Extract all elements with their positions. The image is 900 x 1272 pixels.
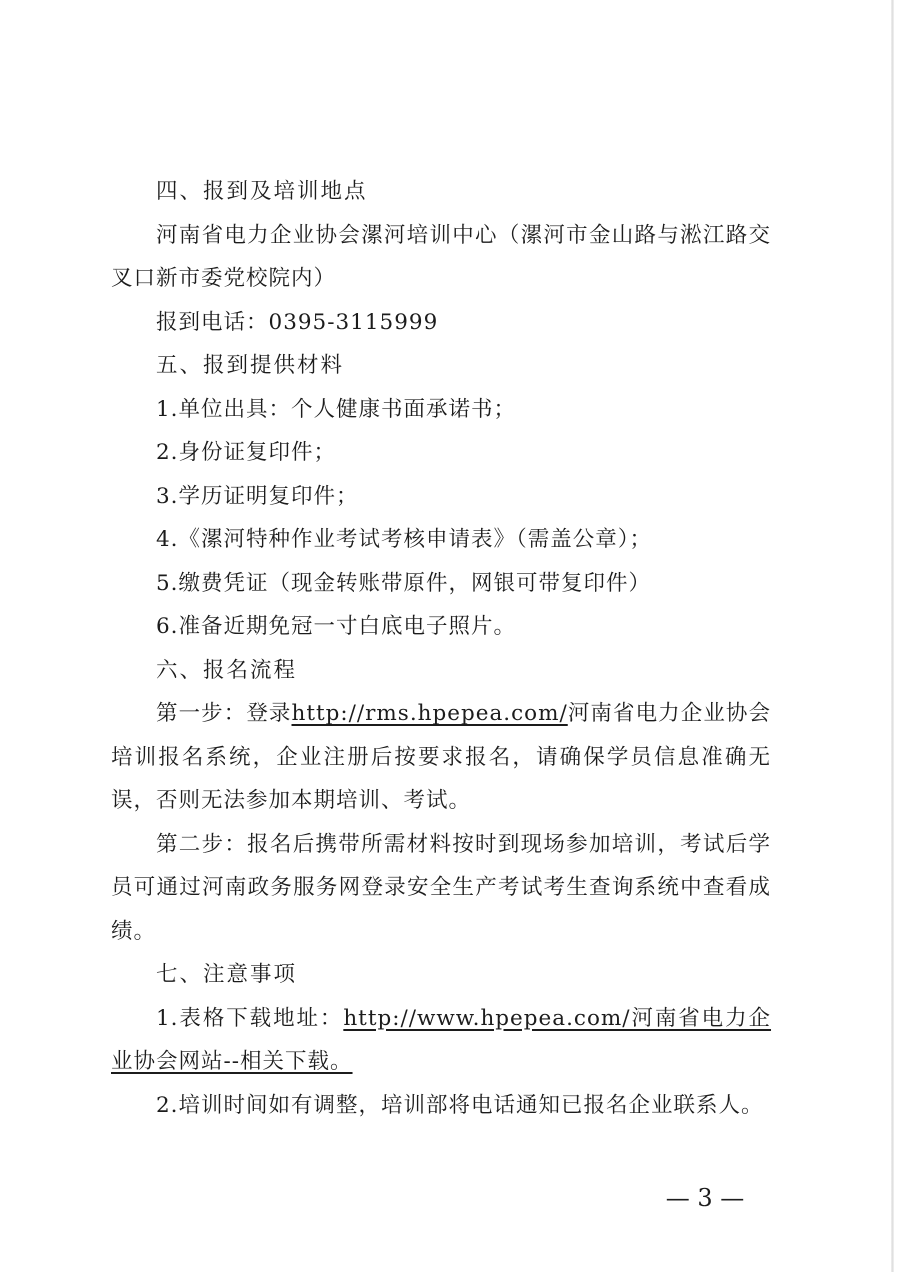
step-1 bbox=[111, 692, 771, 823]
phone-label: 报到电话： bbox=[156, 309, 269, 335]
page-edge-shadow bbox=[891, 0, 894, 1272]
section-7-heading: 七、注意事项 bbox=[156, 962, 298, 987]
material-item-5: 5.缴费凭证（现金转账带原件，网银可带复印件） bbox=[156, 570, 652, 596]
section-4-phone-line bbox=[111, 301, 771, 345]
download-link[interactable]: http://www.hpepea.com/河南省电力企业协会网站--相关下载。 bbox=[111, 1005, 772, 1074]
material-item-4: 4.《漯河特种作业考试考核申请表》（需盖公章）； bbox=[156, 527, 653, 552]
note-1-prefix: 1.表格下载地址： bbox=[156, 1005, 344, 1031]
note-1 bbox=[111, 997, 771, 1084]
material-item-1: 1.单位出具：个人健康书面承诺书； bbox=[156, 396, 517, 422]
section-4-heading: 四、报到及培训地点 bbox=[156, 179, 368, 204]
page-number: — 3 — bbox=[665, 1184, 745, 1212]
step-1-prefix: 第一步：登录 bbox=[156, 701, 292, 726]
section-4-address: 河南省电力企业协会漯河培训中心（漯河市金山路与淞江路交叉口新市委党校院内） bbox=[111, 222, 771, 291]
step-2: 第二步：报名后携带所需材料按时到现场参加培训，考试后学员可通过河南政务服务网登录安全生产考试考生查询系统中查看成绩。 bbox=[111, 831, 771, 944]
step-1-text: 河南省电力企业协会培训报名系统，企业注册后按要求报名，请确保学员信息准确无误，否则无法参加本期培训、考试。 bbox=[111, 701, 771, 813]
section-5-heading: 五、报到提供材料 bbox=[156, 353, 345, 378]
note-2: 2.培训时间如有调整，培训部将电话通知已报名企业联系人。 bbox=[156, 1092, 764, 1118]
material-item-3: 3.学历证明复印件； bbox=[156, 483, 359, 509]
registration-link[interactable]: http://rms.hpepea.com/ bbox=[291, 701, 568, 726]
material-item-6: 6.准备近期免冠一寸白底电子照片。 bbox=[156, 614, 517, 639]
document-body bbox=[111, 170, 771, 1127]
section-6-heading: 六、报名流程 bbox=[156, 657, 298, 683]
material-item-2: 2.身份证复印件； bbox=[156, 440, 337, 465]
phone-number: 0395-3115999 bbox=[268, 309, 439, 335]
